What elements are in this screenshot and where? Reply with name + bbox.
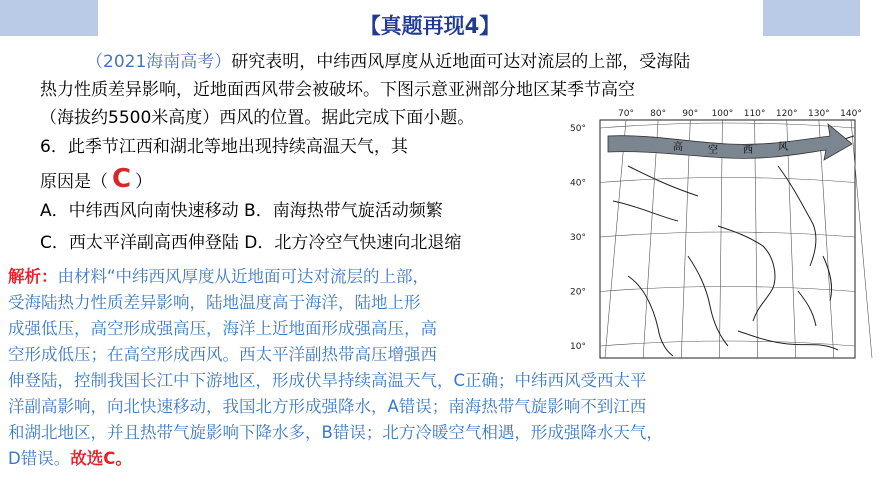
longitude-label: 110°: [743, 109, 766, 119]
options-row-2: C．西太平洋副高西伸登陆 D．北方冷空气快速向北退缩: [40, 233, 462, 253]
latitude-label: 20°: [570, 287, 586, 298]
band-label-char: 风: [778, 142, 788, 153]
analysis-line-1: 解析：由材料“中纬西风厚度从近地面可达对流层的上部，: [8, 267, 430, 286]
question-source: （2021海南高考）: [86, 52, 232, 72]
asia-westerlies-map: [568, 106, 862, 361]
question-line-1: 6．此季节江西和湖北等地出现持续高温天气，其: [40, 137, 408, 157]
longitude-label: 130°: [808, 109, 830, 119]
analysis-line-7: 和湖北地区，并且热带气旋影响下降水多，B错误；北方冷暖空气相遇，形成强降水天气，: [8, 423, 663, 442]
longitude-label: 80°: [650, 109, 667, 119]
longitude-label: 70°: [618, 109, 634, 119]
longitude-label: 120°: [775, 109, 798, 119]
answer-mark: C: [112, 164, 132, 194]
analysis-line-2: 受海陆热力性质差异影响，陆地温度高于海洋，陆地上形: [8, 293, 421, 312]
latitude-label: 40°: [570, 178, 586, 189]
latitude-labels: [570, 124, 586, 352]
question-line-2: 原因是（ C ）: [40, 164, 153, 194]
analysis-line-4: 空形成低压；在高空形成西风。西太平洋副热带高压增强西: [8, 345, 437, 364]
analysis-conclusion: 故选C。: [70, 449, 132, 468]
options-row-1: A．中纬西风向南快速移动 B．南海热带气旋活动频繁: [40, 201, 443, 221]
stem-line-1: （2021海南高考）研究表明，中纬西风厚度从近地面可达对流层的上部，受海陆: [86, 52, 691, 72]
analysis-line-8: D错误。故选C。: [8, 449, 132, 468]
stem-line-2: 热力性质差异影响，近地面西风带会被破坏。下图示意亚洲部分地区某季节高空: [40, 80, 635, 100]
analysis-line-5: 伸登陆，控制我国长江中下游地区，形成伏旱持续高温天气，C正确；中纬西风受西太平: [8, 371, 647, 390]
analysis-label: 解析：: [8, 267, 58, 286]
band-label-char: 空: [708, 145, 718, 156]
analysis-line-6: 洋副高影响，向北快速移动，我国北方形成强降水，A错误；南海热带气旋影响不到江西: [8, 397, 647, 416]
latitude-label: 50°: [570, 124, 586, 134]
band-label-char: 西: [743, 145, 753, 156]
latitude-label: 10°: [570, 342, 586, 352]
longitude-labels: [618, 109, 862, 119]
longitude-label: 140°: [840, 109, 862, 119]
page-title: 【真题再现4】: [359, 14, 501, 38]
latitude-label: 30°: [570, 233, 586, 243]
stem-line-3: （海拔约5500米高度）西风的位置。据此完成下面小题。: [40, 108, 475, 128]
longitude-label: 90°: [682, 109, 699, 119]
analysis-line-3: 成强低压，高空形成强高压，海洋上近地面形成强高压，高: [8, 319, 437, 338]
longitude-label: 100°: [711, 109, 734, 119]
band-label-char: 高: [673, 142, 683, 153]
